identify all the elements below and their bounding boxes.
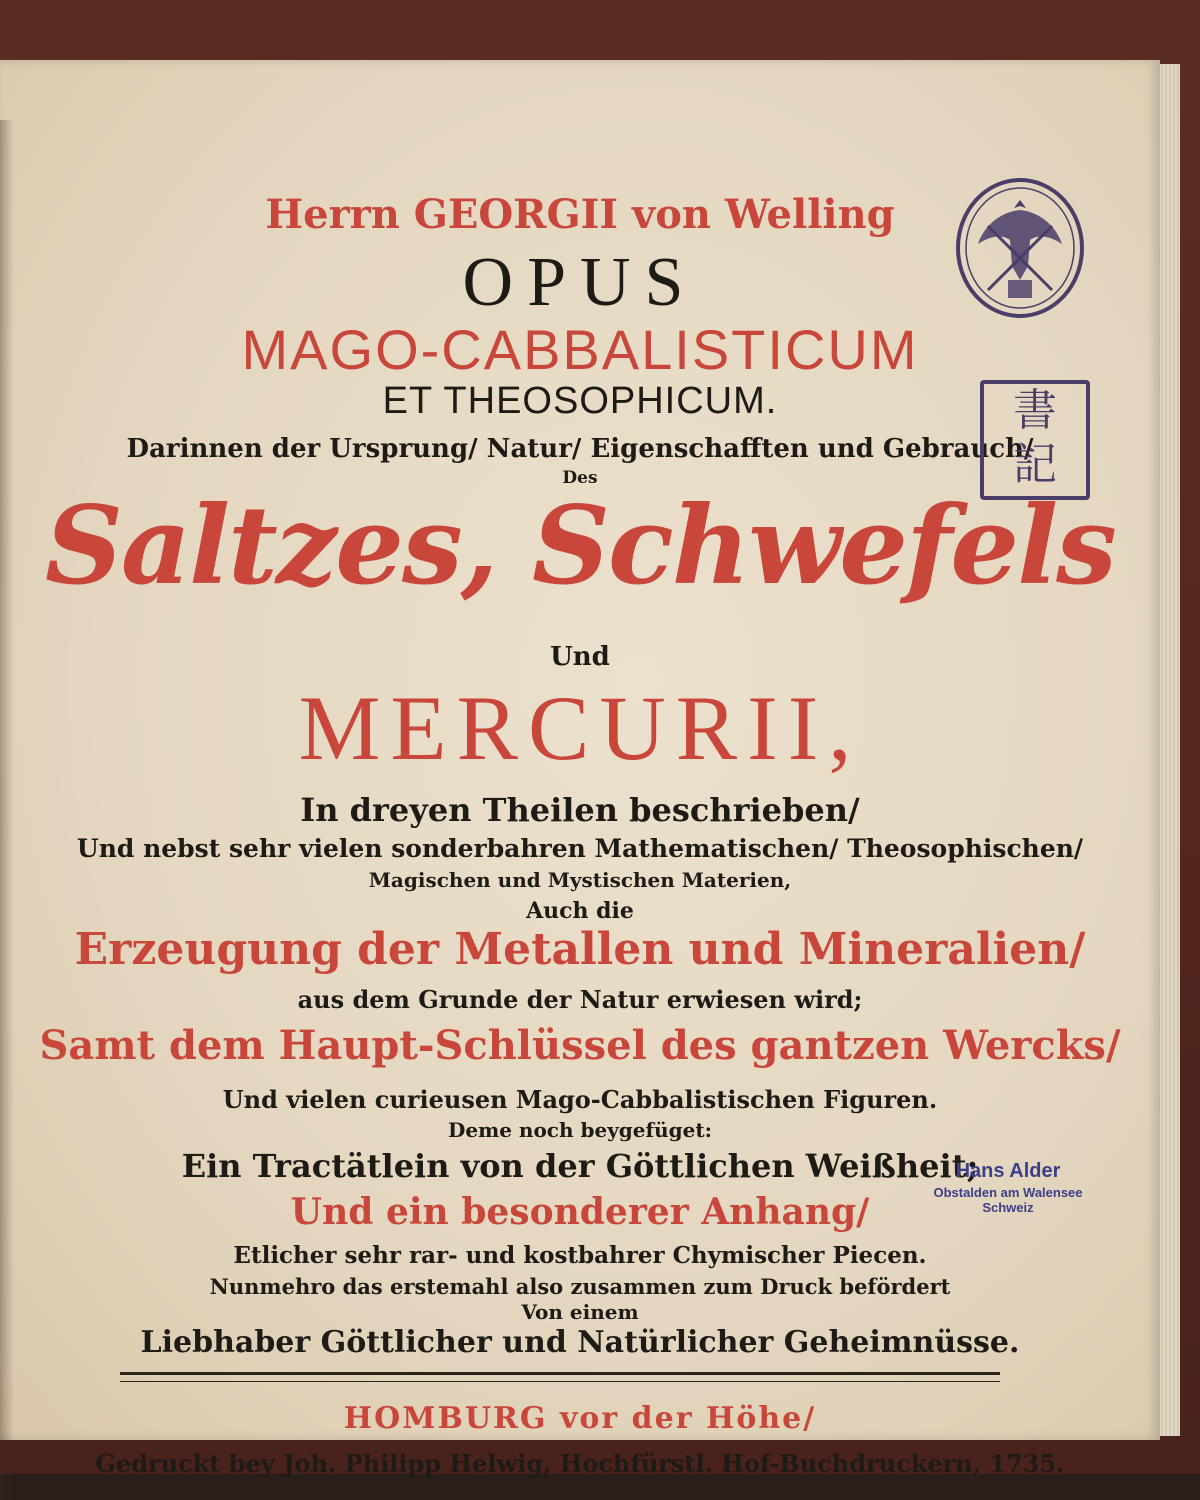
eagle-seal-stamp [950,170,1090,320]
title-theosophicum: ET THEOSOPHICUM. [382,380,778,422]
line-aus-dem: aus dem Grunde der Natur erwiesen wird; [297,985,863,1014]
title-mago: MAGO-CABBALISTICUM [241,318,919,381]
page-edges [1160,64,1180,1436]
owner-stamp-name: Hans Alder [955,1160,1061,1182]
line-von-einem: Von einem [521,1300,639,1324]
line-vielen-figuren: Und vielen curieusen Mago-Cabbalistischen Figuren. [222,1085,938,1114]
line-etlicher: Etlicher sehr rar- und kostbahrer Chymischer Piecen. [233,1242,927,1269]
subtitle-und: Und [550,642,610,672]
line-und-nebst: Und nebst sehr vielen sonderbahren Mathematischen/ Theosophischen/ [76,834,1084,863]
line-erzeugung: Erzeugung der Metallen und Mineralien/ [74,924,1086,975]
line-samt-dem: Samt dem Haupt-Schlüssel des gantzen Wercks/ [39,1022,1121,1069]
line-deme: Deme noch beygefüget: [448,1118,712,1142]
title-page [0,60,1160,1478]
subtitle-des: Des [562,468,598,488]
title-mercurii: MERCURII, [298,677,862,779]
line-magischen: Magischen und Mystischen Materien, [368,868,792,892]
owner-stamp-country: Schweiz [982,1200,1034,1215]
line-nunmehro: Nunmehro das erstemahl also zusammen zum Druck befördert [209,1274,951,1299]
seal-char: 書 [1013,385,1057,436]
author-line: Herrn GEORGII von Welling [265,191,895,238]
imprint-rule [120,1372,1000,1382]
imprint-place: HOMBURG vor der Höhe/ [343,1401,817,1436]
owner-stamp-place: Obstalden am Walensee [933,1185,1083,1200]
title-saltzes: Saltzes, Schwefels [45,483,1115,609]
imprint-printer: Gedruckt bey Joh. Philipp Helwig, Hochfürstl. Hof-Buchdruckern, 1735. [95,1449,1065,1478]
title-opus: OPUS [462,244,698,321]
seal-char: 記 [1013,439,1057,490]
line-tractaetlein: Ein Tractätlein von der Göttlichen Weißheit; [181,1147,979,1185]
line-anhang: Und ein besonderer Anhang/ [290,1191,870,1233]
subtitle-darinnen: Darinnen der Ursprung/ Natur/ Eigenschafften und Gebrauch/ [126,434,1034,464]
line-in-dreyen: In dreyen Theilen beschrieben/ [300,791,860,829]
line-liebhaber: Liebhaber Göttlicher und Natürlicher Geheimnüsse. [140,1325,1020,1360]
line-auch-die: Auch die [526,898,634,924]
square-seal-stamp [980,380,1090,500]
owner-stamp [908,1160,1108,1215]
